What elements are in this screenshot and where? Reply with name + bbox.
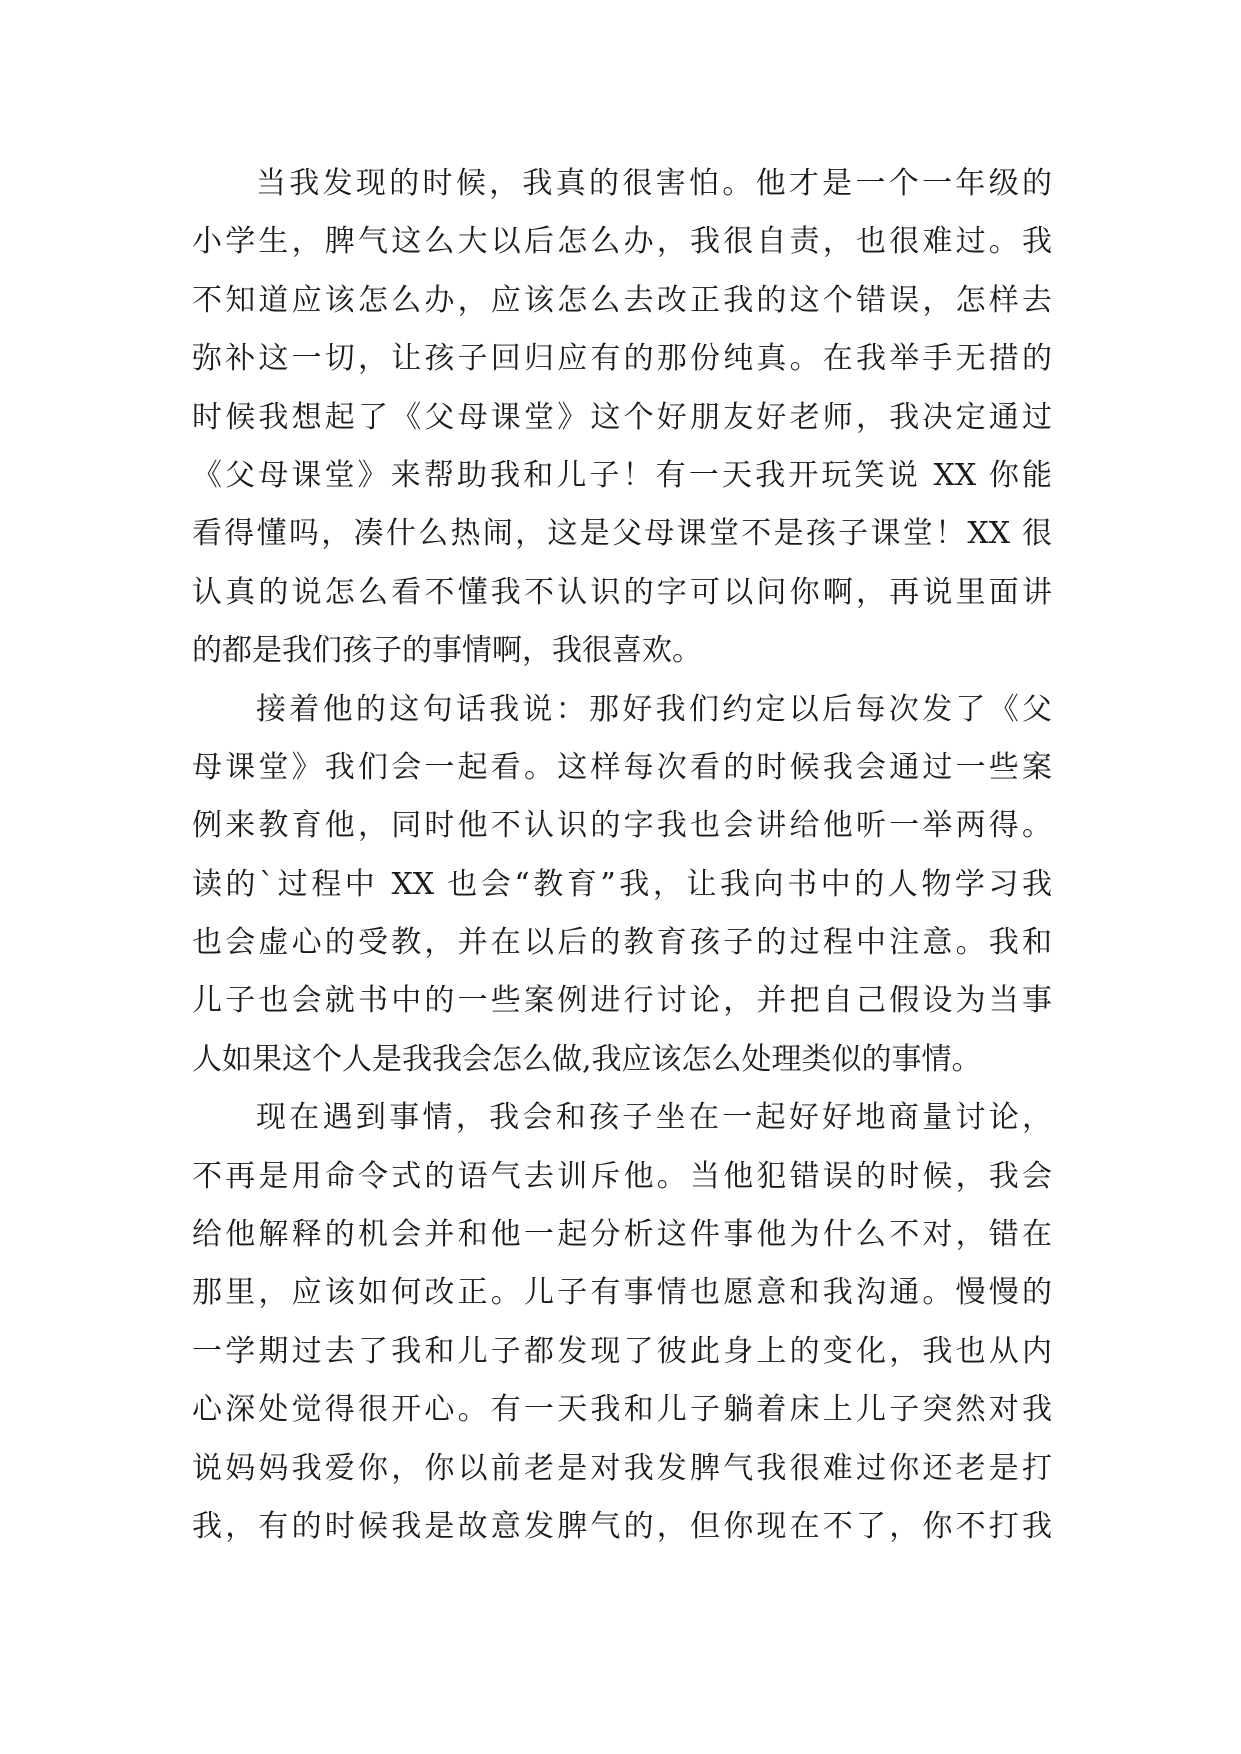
paragraph-line: 的都是我们孩子的事情啊，我很喜欢。 bbox=[192, 633, 702, 669]
paragraph-line: 《父母课堂》来帮助我和儿子！有一天我开玩笑说 XX 你能 bbox=[192, 457, 1052, 493]
paragraph-1 bbox=[192, 155, 1052, 681]
paragraph-line: 现在遇到事情，我会和孩子坐在一起好好地商量讨论， bbox=[256, 1100, 1052, 1136]
paragraph-line: 弥补这一切，让孩子回归应有的那份纯真。在我举手无措的 bbox=[192, 341, 1052, 377]
paragraph-line: 认真的说怎么看不懂我不认识的字可以问你啊，再说里面讲 bbox=[192, 574, 1052, 610]
paragraph-line: 我，有的时候我是故意发脾气的，但你现在不了，你不打我 bbox=[192, 1508, 1052, 1544]
paragraph-line: 一学期过去了我和儿子都发现了彼此身上的变化，我也从内 bbox=[192, 1333, 1052, 1369]
paragraph-line: 例来教育他，同时他不认识的字我也会讲给他听一举两得。 bbox=[192, 808, 1052, 844]
paragraph-line: 那里，应该如何改正。儿子有事情也愿意和我沟通。慢慢的 bbox=[192, 1275, 1052, 1311]
paragraph-line: 当我发现的时候，我真的很害怕。他才是一个一年级的 bbox=[256, 166, 1052, 201]
paragraph-line: 给他解释的机会并和他一起分析这件事他为什么不对，错在 bbox=[192, 1217, 1052, 1253]
paragraph-line: 时候我想起了《父母课堂》这个好朋友好老师，我决定通过 bbox=[192, 399, 1052, 435]
paragraph-line: 小学生，脾气这么大以后怎么办，我很自责，也很难过。我 bbox=[192, 224, 1052, 260]
document-body bbox=[192, 155, 1052, 1556]
paragraph-line: 看得懂吗，凑什么热闹，这是父母课堂不是孩子课堂！XX 很 bbox=[192, 516, 1052, 552]
paragraph-line: 接着他的这句话我说：那好我们约定以后每次发了《父 bbox=[256, 691, 1052, 727]
paragraph-line: 人如果这个人是我我会怎么做,我应该怎么处理类似的事情。 bbox=[192, 1041, 982, 1077]
paragraph-line: 读的`过程中 XX 也会“教育”我，让我向书中的人物学习我 bbox=[192, 866, 1052, 902]
paragraph-line: 不再是用命令式的语气去训斥他。当他犯错误的时候，我会 bbox=[192, 1158, 1052, 1194]
paragraph-line: 也会虚心的受教，并在以后的教育孩子的过程中注意。我和 bbox=[192, 925, 1052, 961]
paragraph-2 bbox=[192, 681, 1052, 1090]
paragraph-line: 说妈妈我爱你，你以前老是对我发脾气我很难过你还老是打 bbox=[192, 1450, 1052, 1486]
paragraph-line: 不知道应该怎么办，应该怎么去改正我的这个错误，怎样去 bbox=[192, 282, 1052, 318]
paragraph-line: 儿子也会就书中的一些案例进行讨论，并把自己假设为当事 bbox=[192, 983, 1052, 1019]
paragraph-3 bbox=[192, 1089, 1052, 1556]
paragraph-line: 心深处觉得很开心。有一天我和儿子躺着床上儿子突然对我 bbox=[192, 1392, 1052, 1428]
paragraph-line: 母课堂》我们会一起看。这样每次看的时候我会通过一些案 bbox=[192, 749, 1052, 785]
